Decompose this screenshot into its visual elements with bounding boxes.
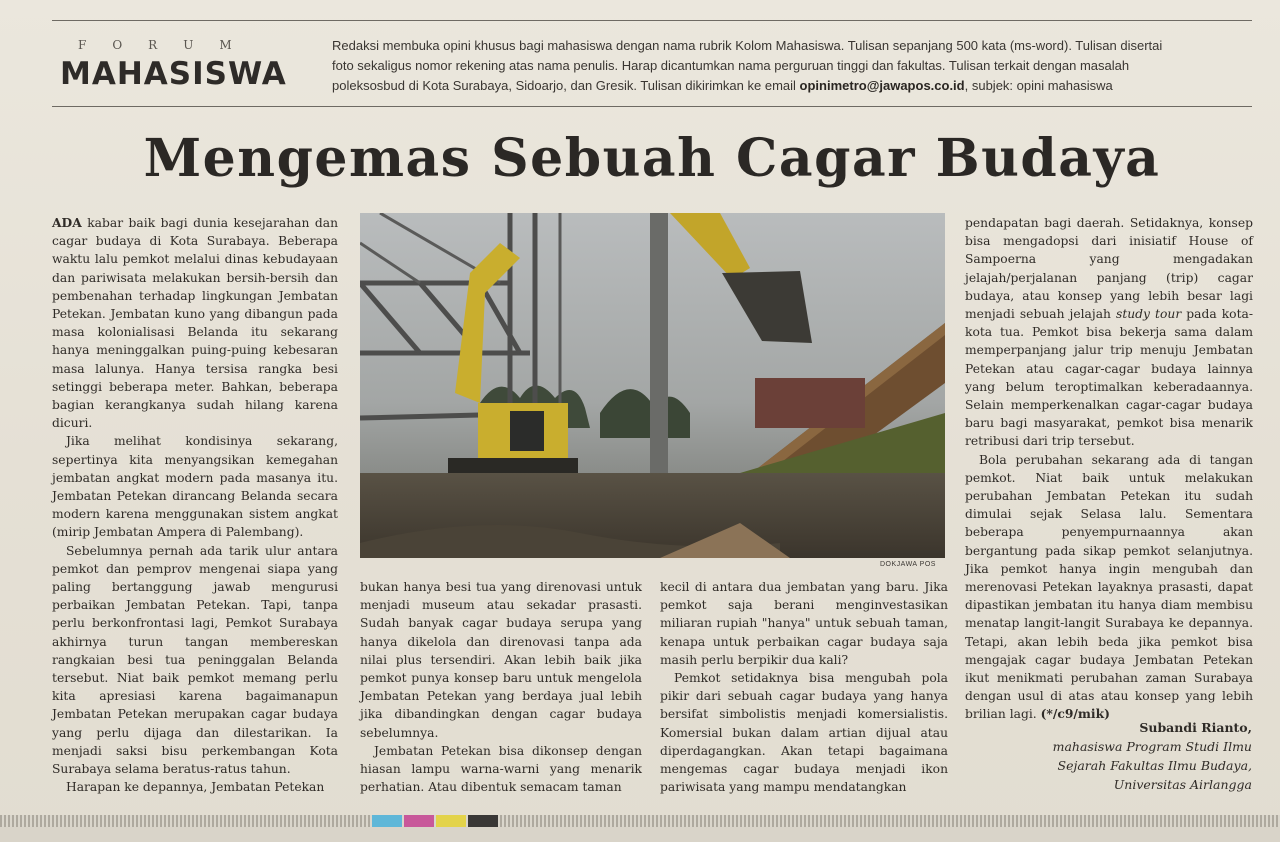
author-name: Subandi Rianto, <box>1139 720 1252 735</box>
paragraph: Pemkot setidaknya bisa mengubah pola pikir dari sebuah cagar budaya yang hanya bersifat simbolistis menjadi komersialistis. Komersial bukan dalam artian dijual atau diperdagangkan. Akan tetapi bagaimana mengemas cagar budaya menjadi ikon pariwisata yang mampu mendatangkan <box>660 671 948 795</box>
cyan-swatch <box>372 815 402 827</box>
paragraph: Harapan ke depannya, Jembatan Petekan <box>66 780 325 795</box>
page-bottom-margin <box>0 827 1280 842</box>
notice-email: opinimetro@jawapos.co.id <box>799 78 965 93</box>
author-affiliation: mahasiswa Program Studi Ilmu Sejarah Fakultas Ilmu Budaya, Universitas Airlangga <box>1052 739 1252 792</box>
header-rule <box>52 106 1252 107</box>
article-headline: Mengemas Sebuah Cagar Budaya <box>143 128 1161 189</box>
lead-word: ADA <box>52 215 82 230</box>
black-swatch <box>468 815 498 827</box>
paragraph-text: Bola perubahan sekarang ada di tangan pemkot. Niat baik untuk melakukan perubahan Jembatan Petekan itu sudah dimulai sejak Selasa lalu. Sementara beberapa penyempurnaannya akan bergantung pada sikap pemkot selanjutnya. Jika pemkot hanya ingin mengubah dan merenovasi Petekan layaknya prasasti, dapat dipastikan jembatan itu hanya diam membisu menatap langit-langit Surabaya ke depannya. Tetapi, akan lebih beda jika pemkot bisa mengajak cagar budaya Jembatan Petekan ikut menikmati perubahan zaman Surabaya dengan usul di atas atau konsep yang lebih brilian lagi. <box>965 452 1253 722</box>
submission-notice <box>332 36 1232 96</box>
paragraph-text: pada kota-kota tua. Pemkot bisa bekerja sama dalam memperpanjang jalur trip menuju Jembatan Petekan atau cagar-cagar budaya lainnya yang belum teroptimalkan keberadaannya. Selain memperkenalkan cagar-cagar budaya baru bagi masyarakat, pemkot bisa menarik retribusi dari trip tersebut. <box>965 307 1253 449</box>
yellow-swatch <box>436 815 466 827</box>
article-column-2 <box>360 578 642 796</box>
notice-text: Redaksi membuka opini khusus bagi mahasiswa dengan nama rubrik Kolom Mahasiswa. Tulisan sepanjang 500 kata (ms-word). Tulisan disertai foto sekaligus nomor rekening atas nama penulis. Harap dicantumkan nama perguruan tinggi dan fakultas. Tulisan terkait dengan masalah poleksosbud di Kota Surabaya, Sidoarjo, dan Gresik. Tulisan dikirimkan ke email <box>332 38 1163 93</box>
signoff: (*/c9/mik) <box>1040 706 1110 722</box>
article-photo <box>360 213 945 558</box>
paragraph-text: kabar baik bagi dunia kesejarahan dan cagar budaya di Kota Surabaya. Beberapa waktu lalu pemkot melalui dinas kebudayaan dan pariwisata melakukan bersih-bersih dan pembenahan terhadap lingkungan Jembatan Petekan. Jembatan kuno yang dibangun pada masa kolonialisasi Belanda itu sekarang hanya meninggalkan puing-puing kebesaran masa lalunya. Hanya tersisa rangka besi setinggi beberapa meter. Bahkan, beberapa bagian kerangkanya sudah hilang karena dicuri. <box>52 216 338 431</box>
notice-text-end: , subjek: opini mahasiswa <box>964 78 1113 93</box>
paragraph <box>965 451 1253 724</box>
paragraph: Sebelumnya pernah ada tarik ulur antara pemkot dan pemprov mengenai siapa yang paling bertanggung jawab mengurusi perbaikan Jembatan Petekan. Tapi, tanpa perlu berkonfrontasi lagi, Pemkot Surabaya akhirnya turun tangan membereskan rangkaian besi tua peninggalan Belanda tersebut. Niat baik pemkot memang perlu kita apresiasi karena bagaimanapun Jembatan Petekan merupakan cagar budaya yang perlu dijaga dan dilestarikan. Ia menjadi saksi bisu perkembangan Kota Surabaya selama beratus-ratus tahun. <box>52 543 338 777</box>
top-rule <box>52 20 1252 21</box>
paragraph: Jika melihat kondisinya sekarang, sepertinya kita menyangsikan kemegahan jembatan angkat modern pada masanya itu. Jembatan Petekan dirancang Belanda secara modern karena menggunakan sistem angkat (mirip Jembatan Ampera di Palembang). <box>52 434 338 540</box>
article-column-3 <box>660 578 948 796</box>
section-masthead <box>60 38 320 92</box>
article-column-4 <box>965 214 1253 724</box>
paragraph: bukan hanya besi tua yang direnovasi untuk menjadi museum atau sekadar prasasti. Sudah banyak cagar budaya serupa yang hanya dikelola dan direnovasi tanpa ada nilai plus tersendiri. Akan lebih baik jika pemkot punya konsep baru untuk mengelola Jembatan Petekan yang berdaya jual lebih jika dibandingkan dengan cagar budaya sebelumnya. <box>360 580 642 740</box>
author-byline <box>960 718 1252 794</box>
italic-term: study tour <box>1116 307 1182 322</box>
paragraph <box>52 214 338 432</box>
photo-credit: DOKJAWA POS <box>880 561 936 568</box>
paragraph: Jembatan Petekan bisa dikonsep dengan hiasan lampu warna-warni yang menarik perhatian. Atau dibentuk semacam taman <box>360 743 642 795</box>
section-title: MAHASISWA <box>60 56 287 92</box>
paragraph <box>965 214 1253 451</box>
article-column-1 <box>52 214 338 797</box>
magenta-swatch <box>404 815 434 827</box>
excavator-bridge-photo <box>360 213 945 558</box>
print-registration-strip <box>0 815 1280 827</box>
paragraph: kecil di antara dua jembatan yang baru. Jika pemkot saja berani menginvestasikan miliaran rupiah "hanya" untuk sebuah taman, kenapa untuk perbaikan cagar budaya saja masih perlu berpikir dua kali? <box>660 580 948 667</box>
paragraph-text: pendapatan bagi daerah. Setidaknya, konsep bisa mengadopsi dari inisiatif House of Sampoerna yang mengadakan jelajah/perjalanan panjang (trip) cagar budaya, atau konsep yang lebih besar lagi menjadi sebuah jelajah <box>965 216 1253 322</box>
section-kicker: FORUM <box>78 38 258 52</box>
